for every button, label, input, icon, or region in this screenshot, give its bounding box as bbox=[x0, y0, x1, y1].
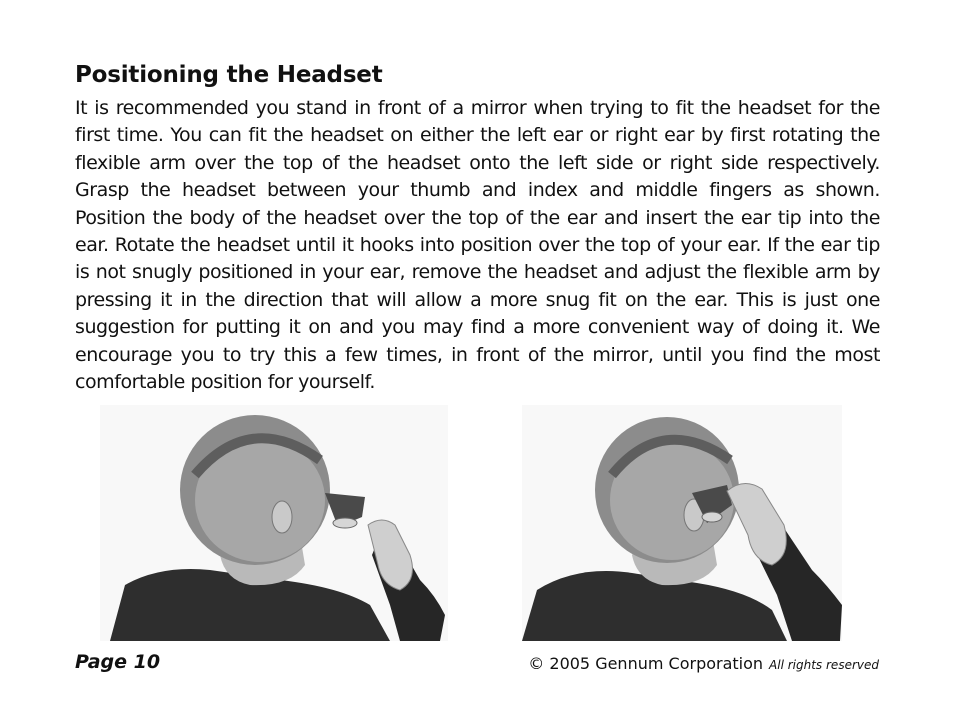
photo-holding-headset bbox=[100, 405, 448, 641]
copyright-notice bbox=[528, 654, 879, 673]
copyright-text: © 2005 Gennum Corporation bbox=[528, 654, 764, 673]
instruction-paragraph: It is recommended you stand in front of a mirror when trying to fit the headset for the first time. You can fit the headset on either the left ear or right ear by first rotating the flexible arm over the top of the headset onto the left side or right side respectively. Grasp the headset between your thumb and index and middle fingers as shown. Position the body of the headset over the top of the ear and insert the ear tip into the ear. Rotate the headset until it hooks into position over the top of your ear. If the ear tip is not snugly positioned in your ear, remove the headset and adjust the flexible arm by pressing it in the direction that will allow a more snug fit on the ear. This is just one suggestion for putting it on and you may find a more convenient way of doing it. We encourage you to try this a few times, in front of the mirror, until you find the most comfortable position for yourself. bbox=[75, 97, 880, 394]
photo-placing-headset bbox=[522, 405, 842, 641]
page-number: Page 10 bbox=[75, 651, 161, 673]
section-heading: Positioning the Headset bbox=[75, 62, 383, 88]
rights-reserved-text: All rights reserved bbox=[769, 658, 879, 672]
